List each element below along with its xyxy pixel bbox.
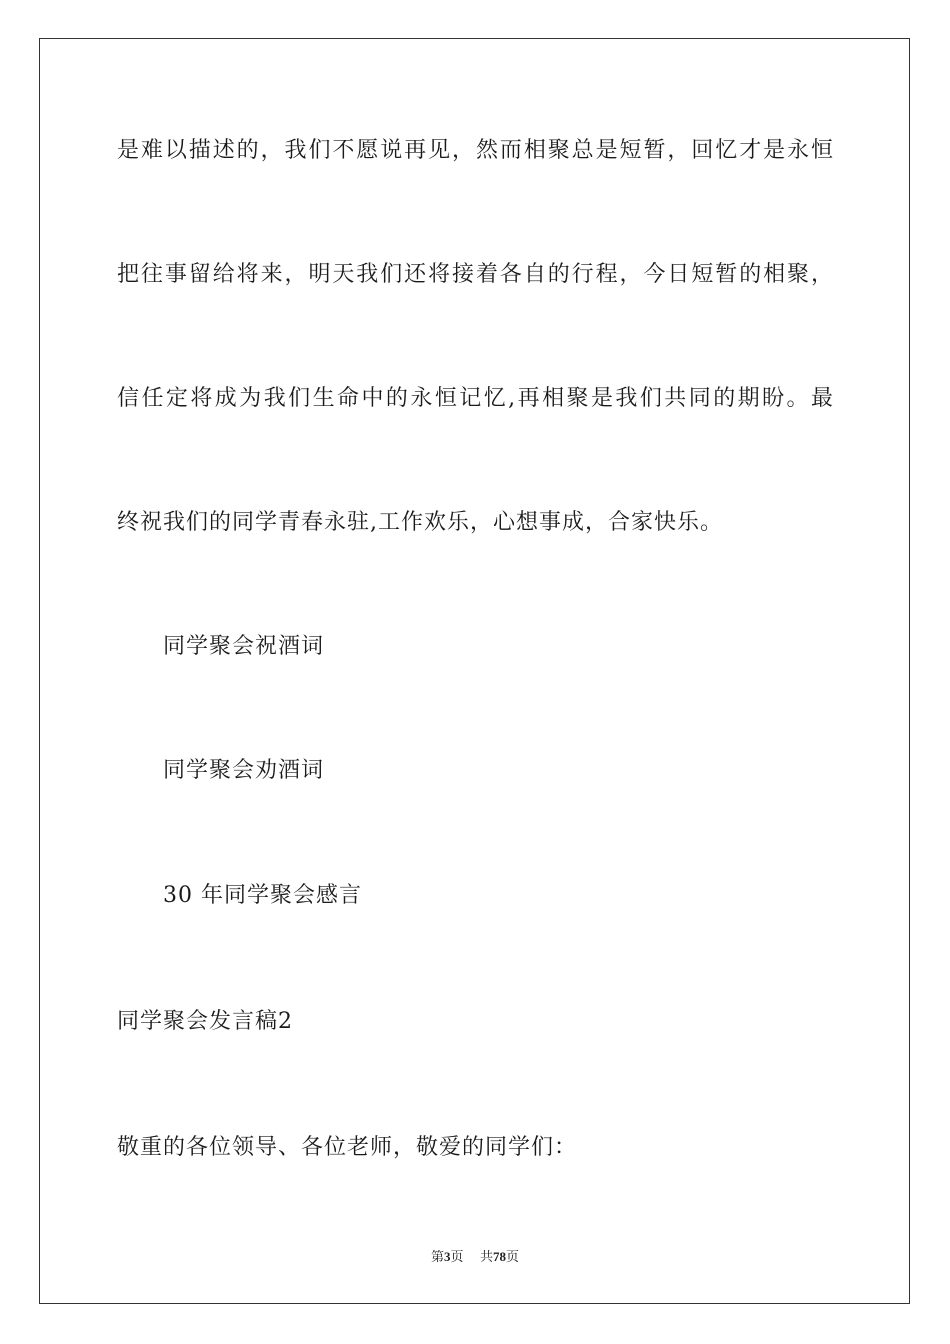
related-link-toast[interactable]: 同学聚会祝酒词	[163, 634, 325, 659]
total-prefix: 共	[480, 1250, 494, 1265]
body-text-line-2: 把往事留给将来，明天我们还将接着各自的行程，今日短暂的相聚，	[117, 262, 833, 287]
body-text-line-3: 信任定将成为我们生命中的永恒记忆,再相聚是我们共同的期盼。最	[117, 386, 833, 411]
body-text-line-4: 终祝我们的同学青春永驻,工作欢乐，心想事成，合家快乐。	[117, 510, 723, 535]
related-link-30-years[interactable]: 30 年同学聚会感言	[163, 883, 362, 908]
section-title: 同学聚会发言稿2	[117, 1009, 293, 1034]
page-number: 3	[443, 1249, 451, 1264]
page-suffix: 页	[450, 1250, 464, 1265]
page-frame	[39, 38, 910, 1304]
related-link-drinking[interactable]: 同学聚会劝酒词	[163, 758, 325, 783]
salutation: 敬重的各位领导、各位老师，敬爱的同学们：	[117, 1135, 578, 1160]
total-pages: 78	[493, 1249, 507, 1264]
body-text-line-1: 是难以描述的，我们不愿说再见，然而相聚总是短暂，回忆才是永恒	[117, 138, 833, 163]
page-footer	[0, 1248, 950, 1267]
total-suffix: 页	[506, 1250, 520, 1265]
page-prefix: 第	[430, 1250, 444, 1265]
